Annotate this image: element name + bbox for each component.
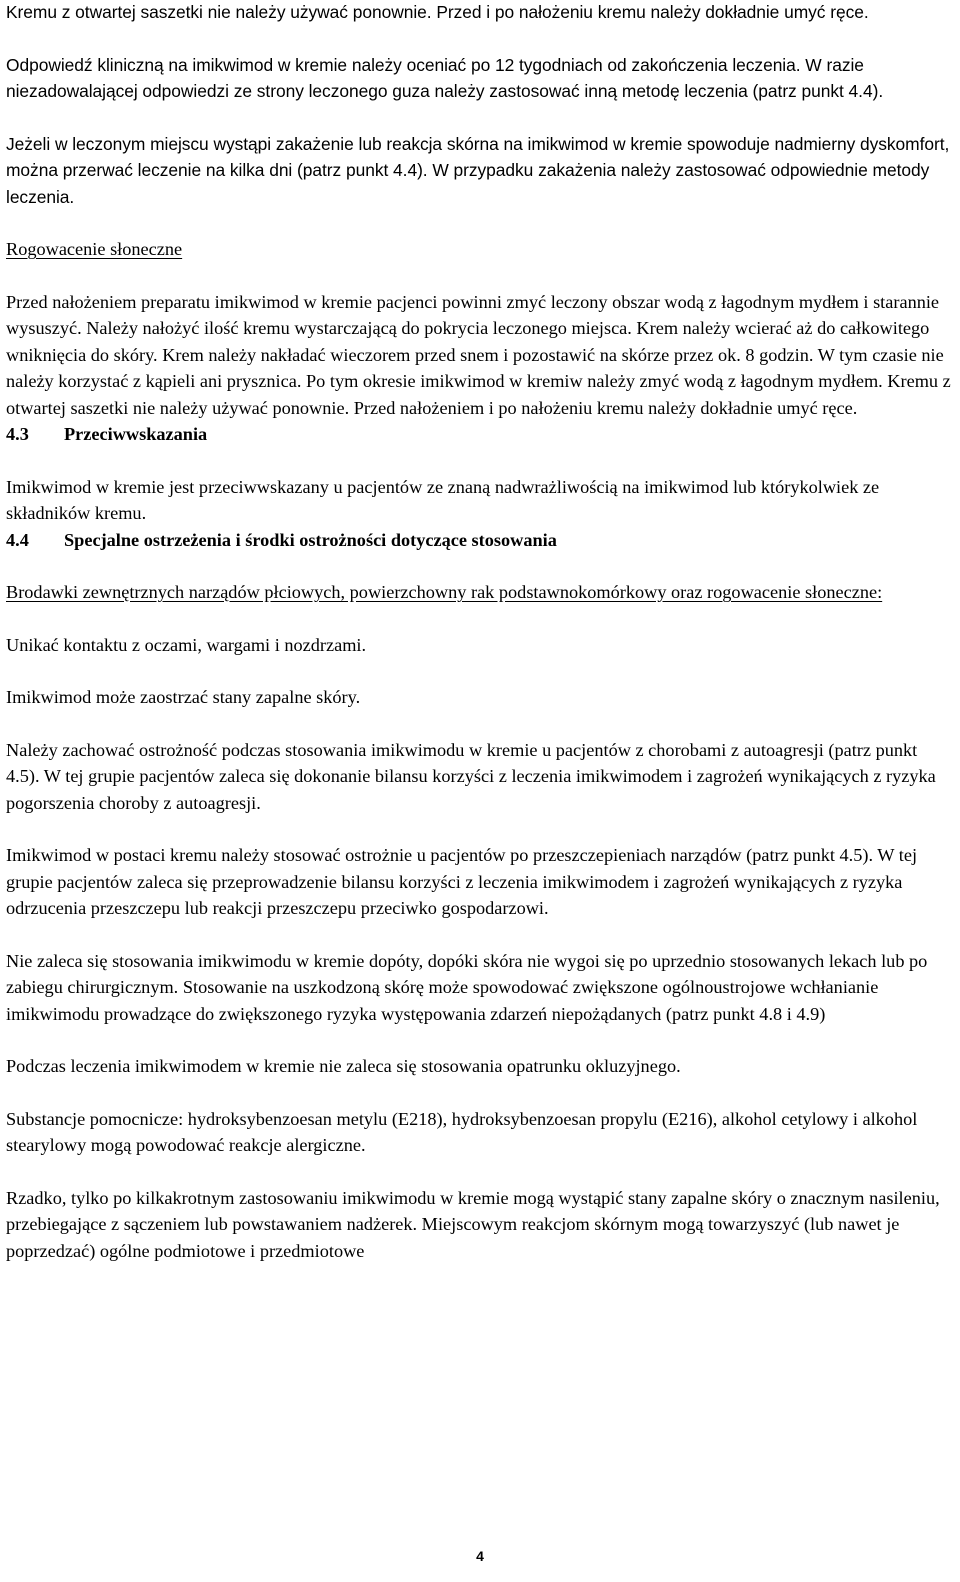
document-page <box>6 0 954 1264</box>
section-title: Specjalne ostrzeżenia i środki ostrożności dotyczące stosowania <box>64 529 557 550</box>
paragraph-occlusive-dressing: Podczas leczenia imikwimodem w kremie nie zaleca się stosowania opatrunku okluzyjnego. <box>6 1056 681 1076</box>
subheading-actinic-keratosis: Rogowacenie słoneczne <box>6 239 183 259</box>
section-title: Przeciwwskazania <box>64 424 208 444</box>
paragraph-intro: Kremu z otwartej saszetki nie należy używać ponownie. Przed i po nałożeniu kremu należy dokładnie umyć ręce. <box>6 2 869 22</box>
paragraph-avoid-contact: Unikać kontaktu z oczami, wargami i nozdrzami. <box>6 634 367 655</box>
subheading-warts-carcinoma-keratosis: Brodawki zewnętrznych narządów płciowych, powierzchowny rak podstawnokomórkowy oraz rogowacenie słoneczne: <box>6 582 883 602</box>
paragraph-excipients: Substancje pomocnicze: hydroksybenzoesan metylu (E218), hydroksybenzoesan propylu (E216), alkohol cetylowy i alkohol stearylowy mogą powodować reakcje alergiczne. <box>6 1108 918 1155</box>
paragraph-autoimmune: Należy zachować ostrożność podczas stosowania imikwimodu w kremie u pacjentów z chorobami z autoagresji (patrz punkt 4.5). W tej grupie pacjentów zaleca się dokonanie bilansu korzyści z leczenia imikwimodem i zagrożeń wynikających z ryzyka pogorszenia choroby z autoagresji. <box>6 739 936 813</box>
paragraph-inflammation: Imikwimod może zaostrzać stany zapalne skóry. <box>6 687 361 707</box>
paragraph-infection: Jeżeli w leczonym miejscu wystąpi zakażenie lub reakcja skórna na imikwimod w kremie spowoduje nadmierny dyskomfort, można przerwać leczenie na kilka dni (patrz punkt 4.4). W przypadku zakażenia należy zastosować odpowiednie metody leczenia. <box>6 133 950 207</box>
paragraph-transplant: Imikwimod w postaci kremu należy stosować ostrożnie u pacjentów po przeszczepieniach narządów (patrz punkt 4.5). W tej grupie pacjentów zaleca się przeprowadzenie bilansu korzyści z leczenia imikwimodem i zagrożeń wynikających z ryzyka odrzucenia przeszczepu lub reakcji przeszczepu przeciwko gospodarzowi. <box>6 845 918 918</box>
paragraph-clinical-response: Odpowiedź kliniczną na imikwimod w kremie należy oceniać po 12 tygodniach od zakończenia leczenia. W razie niezadowalającej odpowiedzi ze strony leczonego guza należy zastosować inną metodę leczenia (patrz punkt 4.4). <box>6 54 884 101</box>
paragraph-keratosis-application: Przed nałożeniem preparatu imikwimod w kremie pacjenci powinni zmyć leczony obszar wodą z łagodnym mydłem i starannie wysuszyć. Należy nałożyć ilość kremu wystarczającą do pokrycia leczonego miejsca. Krem należy wcierać aż do całkowitego wniknięcia do skóry. Krem należy nakładać wieczorem przed snem i pozostawić na skórze przez ok. 8 godzin. W tym czasie nie należy korzystać z kąpieli ani prysznica. Po tym okresie imikwimod w kremiw należy zmyć wodą z łagodnym mydłem. Kremu z otwartej saszetki nie należy używać ponownie. Przed nałożeniem i po nałożeniu kremu należy dokładnie umyć ręce. <box>6 291 951 418</box>
page-number: 4 <box>476 1548 484 1564</box>
paragraph-contraindications: Imikwimod w kremie jest przeciwwskazany u pacjentów ze znaną nadwrażliwością na imikwimod lub którykolwiek ze składników kremu. <box>6 476 880 523</box>
section-heading-4-4 <box>6 527 954 554</box>
section-heading-4-3 <box>6 421 954 448</box>
section-number: 4.4 <box>6 529 29 550</box>
paragraph-severe-reactions: Rzadko, tylko po kilkakrotnym zastosowaniu imikwimodu w kremie mogą wystąpić stany zapalne skóry o znacznym nasileniu, przebiegające z sączeniem lub powstawaniem nadżerek. Miejscowym reakcjom skórnym mogą towarzyszyć (lub nawet je poprzedzać) ogólne podmiotowe i przedmiotowe <box>6 1187 940 1261</box>
paragraph-damaged-skin: Nie zaleca się stosowania imikwimodu w kremie dopóty, dopóki skóra nie wygoi się po uprzednio stosowanych lekach lub po zabiegu chirurgicznym. Stosowanie na uszkodzoną skórę może spowodować zwiększone ogólnoustrojowe wchłanianie imikwimodu prowadzące do zwiększonego ryzyka występowania zdarzeń niepożądanych (patrz punkt 4.8 i 4.9) <box>6 950 928 1024</box>
section-number: 4.3 <box>6 424 29 444</box>
